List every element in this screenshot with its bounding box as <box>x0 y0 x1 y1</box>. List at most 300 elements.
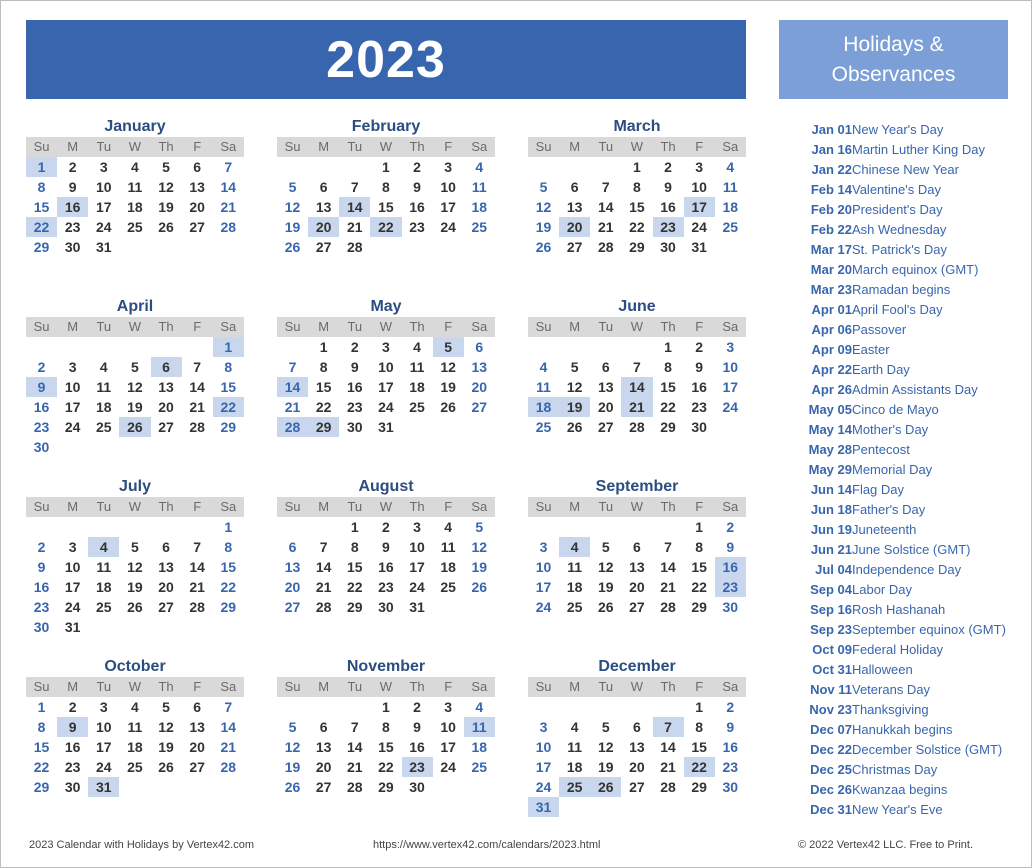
day-cell: 12 <box>535 199 552 215</box>
day-cell: 10 <box>535 739 552 755</box>
day-cell: 26 <box>471 579 488 595</box>
day-cell: 13 <box>566 199 583 215</box>
holiday-row <box>779 499 1019 519</box>
day-cell: 22 <box>691 579 707 595</box>
holiday-date: Jan 01 <box>811 121 852 137</box>
month-december <box>528 656 746 817</box>
day-cell: 14 <box>220 179 237 195</box>
holiday-row <box>779 639 1019 659</box>
day-cell: 31 <box>691 239 707 255</box>
holiday-day-cell: 20 <box>559 217 590 237</box>
holiday-date: Nov 11 <box>810 681 852 697</box>
holiday-day-cell: 14 <box>277 377 308 397</box>
day-cell: 12 <box>158 179 174 195</box>
day-cell: 10 <box>64 559 81 575</box>
day-cell: 10 <box>440 719 456 735</box>
day-cell: 8 <box>350 539 359 555</box>
day-cell: 12 <box>471 539 488 555</box>
day-cell: 20 <box>629 579 645 595</box>
weekday-label: W <box>128 679 142 694</box>
day-cell: 3 <box>444 699 453 715</box>
day-cell: 14 <box>189 559 205 575</box>
holiday-row <box>779 479 1019 499</box>
holiday-day-cell: 14 <box>621 377 652 397</box>
day-cell: 27 <box>189 219 205 235</box>
day-cell: 10 <box>409 539 425 555</box>
day-cell: 2 <box>413 699 421 715</box>
day-cell: 3 <box>444 159 453 175</box>
day-grid <box>277 697 495 797</box>
day-cell: 5 <box>131 539 139 555</box>
holiday-row <box>779 239 1019 259</box>
day-cell: 26 <box>566 419 583 435</box>
day-cell: 18 <box>440 559 456 575</box>
day-cell: 15 <box>691 559 707 575</box>
month-title: June <box>618 298 656 315</box>
day-cell: 18 <box>722 199 739 215</box>
holiday-name: June Solstice (GMT) <box>852 541 971 557</box>
day-cell: 8 <box>382 179 390 195</box>
day-cell: 25 <box>409 399 425 415</box>
day-cell: 2 <box>664 159 672 175</box>
day-cell: 15 <box>33 199 50 215</box>
day-cell: 10 <box>64 379 81 395</box>
empty-day-cell <box>151 337 182 357</box>
holiday-name: March equinox (GMT) <box>852 261 979 277</box>
day-grid <box>277 337 495 437</box>
day-cell: 9 <box>726 539 735 555</box>
day-cell: 28 <box>598 239 614 255</box>
day-cell: 8 <box>224 539 233 555</box>
empty-day-cell <box>308 697 339 717</box>
weekday-label: F <box>193 139 202 154</box>
holiday-day-cell: 7 <box>653 717 684 737</box>
holiday-name: Mother's Day <box>852 421 929 437</box>
day-cell: 13 <box>629 739 645 755</box>
holiday-row <box>779 419 1019 439</box>
weekday-label: F <box>695 319 704 334</box>
day-cell: 28 <box>315 599 332 615</box>
day-cell: 21 <box>347 219 363 235</box>
day-cell: 16 <box>33 579 50 595</box>
holiday-row <box>779 379 1019 399</box>
holiday-name: September equinox (GMT) <box>852 621 1006 637</box>
day-cell: 7 <box>350 179 359 195</box>
day-cell: 27 <box>629 779 645 795</box>
day-cell: 2 <box>726 699 735 715</box>
day-cell: 24 <box>535 599 552 615</box>
day-cell: 11 <box>471 179 487 195</box>
day-grid <box>26 517 244 637</box>
weekday-label: F <box>193 499 202 514</box>
empty-day-cell <box>528 517 559 537</box>
empty-day-cell <box>26 517 57 537</box>
day-cell: 29 <box>347 599 363 615</box>
holiday-name: Federal Holiday <box>852 641 944 657</box>
month-april <box>26 296 244 457</box>
day-grid <box>277 517 495 617</box>
month-title: March <box>613 118 661 135</box>
day-cell: 1 <box>37 699 46 715</box>
weekday-label: W <box>379 319 393 334</box>
weekday-label: W <box>379 679 393 694</box>
day-cell: 1 <box>695 699 704 715</box>
day-cell: 5 <box>601 719 610 735</box>
day-cell: 5 <box>288 719 297 735</box>
holiday-name: Cinco de Mayo <box>852 401 939 417</box>
day-cell: 4 <box>539 359 548 375</box>
weekday-label: Sa <box>722 679 739 694</box>
weekday-label: Su <box>33 679 50 694</box>
holiday-date: May 14 <box>808 421 852 437</box>
holiday-list <box>779 119 1019 819</box>
holiday-date: Sep 04 <box>810 581 852 597</box>
day-cell: 14 <box>315 559 332 575</box>
weekday-label: Th <box>158 499 174 514</box>
holiday-row <box>779 679 1019 699</box>
day-cell: 31 <box>409 599 425 615</box>
empty-day-cell <box>621 337 652 357</box>
day-cell: 23 <box>378 579 394 595</box>
holiday-row <box>779 439 1019 459</box>
day-cell: 8 <box>633 179 641 195</box>
day-cell: 2 <box>350 339 359 355</box>
day-cell: 8 <box>224 359 233 375</box>
holiday-name: Christmas Day <box>852 761 938 777</box>
empty-day-cell <box>339 697 370 717</box>
holiday-row <box>779 119 1019 139</box>
holiday-date: Jun 18 <box>810 501 852 517</box>
day-cell: 6 <box>193 699 202 715</box>
day-cell: 25 <box>127 219 143 235</box>
day-cell: 5 <box>162 159 170 175</box>
weekday-label: Th <box>660 499 676 514</box>
day-cell: 30 <box>33 619 50 635</box>
day-cell: 18 <box>96 579 112 595</box>
day-cell: 22 <box>220 579 237 595</box>
month-title: February <box>351 118 421 135</box>
weekday-label: F <box>695 679 704 694</box>
day-cell: 29 <box>220 419 237 435</box>
holiday-day-cell: 14 <box>339 197 370 217</box>
holiday-row <box>779 719 1019 739</box>
month-march <box>528 116 746 257</box>
day-cell: 14 <box>660 739 676 755</box>
day-cell: 9 <box>37 559 46 575</box>
weekday-label: Su <box>284 499 301 514</box>
day-cell: 13 <box>284 559 301 575</box>
day-cell: 28 <box>189 599 205 615</box>
holiday-date: Mar 23 <box>810 281 852 297</box>
weekday-header <box>528 317 746 337</box>
holiday-day-cell: 4 <box>559 537 590 557</box>
holiday-day-cell: 22 <box>370 217 401 237</box>
holiday-day-cell: 22 <box>26 217 57 237</box>
day-cell: 23 <box>64 219 81 235</box>
weekday-label: M <box>318 499 330 514</box>
holiday-day-cell: 1 <box>213 337 244 357</box>
day-cell: 6 <box>601 359 610 375</box>
day-cell: 24 <box>96 759 112 775</box>
day-cell: 2 <box>695 339 704 355</box>
day-cell: 27 <box>189 759 205 775</box>
day-cell: 4 <box>413 339 421 355</box>
empty-day-cell <box>88 517 119 537</box>
day-cell: 19 <box>440 379 456 395</box>
day-cell: 7 <box>224 159 233 175</box>
day-cell: 8 <box>664 359 672 375</box>
day-cell: 24 <box>691 219 707 235</box>
day-cell: 4 <box>475 159 484 175</box>
holiday-name: Rosh Hashanah <box>852 601 946 617</box>
holiday-name: Halloween <box>852 661 913 677</box>
day-cell: 1 <box>633 159 641 175</box>
weekday-label: M <box>67 679 79 694</box>
day-cell: 19 <box>471 559 488 575</box>
day-cell: 30 <box>660 239 676 255</box>
day-cell: 17 <box>440 739 456 755</box>
empty-day-cell <box>559 157 590 177</box>
day-cell: 28 <box>347 779 363 795</box>
holiday-day-cell: 18 <box>528 397 559 417</box>
day-cell: 24 <box>64 599 81 615</box>
weekday-label: W <box>630 499 644 514</box>
day-cell: 7 <box>224 699 233 715</box>
day-cell: 24 <box>409 579 425 595</box>
day-cell: 19 <box>127 399 143 415</box>
day-cell: 16 <box>409 739 425 755</box>
month-title: September <box>595 478 679 495</box>
day-cell: 3 <box>99 159 108 175</box>
day-cell: 10 <box>96 179 112 195</box>
holiday-day-cell: 22 <box>213 397 244 417</box>
weekday-label: M <box>318 679 330 694</box>
holiday-day-cell: 6 <box>151 357 182 377</box>
day-cell: 17 <box>409 559 425 575</box>
holiday-name: Ash Wednesday <box>852 221 947 237</box>
month-july <box>26 476 244 637</box>
day-cell: 16 <box>64 739 81 755</box>
day-cell: 8 <box>37 719 46 735</box>
day-cell: 5 <box>162 699 170 715</box>
day-cell: 15 <box>629 199 645 215</box>
day-cell: 19 <box>535 219 552 235</box>
day-cell: 25 <box>96 599 112 615</box>
weekday-header <box>26 497 244 517</box>
day-cell: 9 <box>695 359 704 375</box>
holiday-date: Jun 19 <box>810 521 852 537</box>
day-cell: 20 <box>629 759 645 775</box>
holiday-date: Mar 20 <box>810 261 852 277</box>
holiday-day-cell: 9 <box>57 717 88 737</box>
holiday-row <box>779 359 1019 379</box>
empty-day-cell <box>277 337 308 357</box>
day-cell: 29 <box>220 599 237 615</box>
day-cell: 23 <box>409 219 425 235</box>
holiday-name: Earth Day <box>852 361 910 377</box>
day-cell: 6 <box>288 539 297 555</box>
empty-day-cell <box>339 157 370 177</box>
holiday-row <box>779 199 1019 219</box>
weekday-label: M <box>318 139 330 154</box>
holiday-row <box>779 459 1019 479</box>
weekday-label: Tu <box>96 679 112 694</box>
holiday-day-cell: 21 <box>621 397 652 417</box>
holidays-header-line1: Holidays & <box>843 32 944 56</box>
day-cell: 4 <box>475 699 484 715</box>
day-cell: 18 <box>96 399 112 415</box>
day-cell: 22 <box>33 759 50 775</box>
day-cell: 6 <box>475 339 484 355</box>
day-cell: 16 <box>660 199 676 215</box>
day-cell: 8 <box>695 719 704 735</box>
day-cell: 13 <box>158 379 174 395</box>
holiday-day-cell: 20 <box>308 217 339 237</box>
weekday-label: M <box>67 319 79 334</box>
day-cell: 30 <box>64 239 81 255</box>
month-title: May <box>370 298 402 315</box>
holiday-row <box>779 259 1019 279</box>
weekday-label: Tu <box>347 679 363 694</box>
day-cell: 2 <box>726 519 735 535</box>
holiday-name: Hanukkah begins <box>852 721 953 737</box>
day-cell: 7 <box>319 539 328 555</box>
holiday-date: Oct 09 <box>812 641 852 657</box>
day-cell: 15 <box>660 379 676 395</box>
day-cell: 11 <box>127 719 143 735</box>
day-cell: 26 <box>598 599 614 615</box>
holiday-day-cell: 1 <box>26 157 57 177</box>
holiday-date: Feb 22 <box>810 221 852 237</box>
weekday-label: M <box>67 139 79 154</box>
holiday-day-cell: 9 <box>26 377 57 397</box>
day-cell: 25 <box>722 219 739 235</box>
weekday-label: F <box>193 319 202 334</box>
holiday-name: Pentecost <box>852 441 910 457</box>
weekday-label: Sa <box>220 679 237 694</box>
day-cell: 15 <box>315 379 332 395</box>
weekday-label: Tu <box>347 319 363 334</box>
day-cell: 4 <box>131 159 139 175</box>
day-cell: 9 <box>413 179 421 195</box>
day-cell: 21 <box>189 399 205 415</box>
holiday-date: May 29 <box>808 461 852 477</box>
holiday-row <box>779 319 1019 339</box>
day-cell: 10 <box>96 719 112 735</box>
weekday-label: Sa <box>471 679 488 694</box>
day-cell: 1 <box>695 519 704 535</box>
weekday-label: M <box>569 499 581 514</box>
day-cell: 12 <box>440 359 456 375</box>
day-cell: 25 <box>535 419 552 435</box>
day-cell: 18 <box>409 379 425 395</box>
weekday-label: Th <box>409 499 425 514</box>
empty-day-cell <box>590 157 621 177</box>
holiday-row <box>779 579 1019 599</box>
footer-url[interactable]: https://www.vertex42.com/calendars/2023.html <box>373 839 601 851</box>
day-cell: 12 <box>566 379 583 395</box>
weekday-label: W <box>128 319 142 334</box>
empty-day-cell <box>182 517 213 537</box>
empty-day-cell <box>653 517 684 537</box>
holidays-header <box>779 20 1008 99</box>
day-cell: 15 <box>378 739 394 755</box>
day-cell: 7 <box>193 359 202 375</box>
day-cell: 27 <box>315 779 332 795</box>
day-cell: 11 <box>96 559 112 575</box>
weekday-label: Sa <box>220 499 237 514</box>
day-cell: 27 <box>158 599 174 615</box>
holiday-name: Valentine's Day <box>852 181 941 197</box>
day-cell: 27 <box>315 239 332 255</box>
weekday-label: F <box>444 139 453 154</box>
day-cell: 21 <box>660 759 676 775</box>
month-title: November <box>346 658 426 675</box>
weekday-header <box>277 137 495 157</box>
day-cell: 9 <box>726 719 735 735</box>
day-cell: 2 <box>37 539 46 555</box>
holiday-name: St. Patrick's Day <box>852 241 947 257</box>
holiday-name: Father's Day <box>852 501 926 517</box>
holiday-row <box>779 299 1019 319</box>
day-cell: 7 <box>633 359 641 375</box>
holiday-name: Juneteenth <box>852 521 917 537</box>
holiday-name: Independence Day <box>852 561 962 577</box>
weekday-label: Tu <box>598 499 614 514</box>
day-cell: 12 <box>127 379 143 395</box>
weekday-label: Th <box>660 139 676 154</box>
month-title: April <box>116 298 154 315</box>
day-cell: 3 <box>99 699 108 715</box>
month-february <box>277 116 495 257</box>
day-cell: 9 <box>350 359 359 375</box>
holiday-date: May 05 <box>808 401 852 417</box>
weekday-label: Sa <box>471 319 488 334</box>
weekday-label: Tu <box>96 499 112 514</box>
weekday-header <box>26 137 244 157</box>
day-cell: 25 <box>471 759 488 775</box>
holiday-date: Apr 01 <box>811 301 852 317</box>
day-cell: 19 <box>284 759 301 775</box>
day-cell: 24 <box>96 219 112 235</box>
day-cell: 19 <box>598 759 614 775</box>
day-cell: 28 <box>660 599 676 615</box>
holiday-day-cell: 23 <box>653 217 684 237</box>
day-cell: 31 <box>64 619 81 635</box>
day-cell: 28 <box>220 759 237 775</box>
empty-day-cell <box>590 517 621 537</box>
weekday-header <box>528 137 746 157</box>
day-cell: 24 <box>440 219 456 235</box>
day-cell: 8 <box>319 359 328 375</box>
day-cell: 29 <box>691 779 707 795</box>
weekday-label: W <box>630 679 644 694</box>
holiday-date: Sep 16 <box>810 601 852 617</box>
weekday-label: M <box>318 319 330 334</box>
weekday-label: Th <box>409 679 425 694</box>
day-cell: 19 <box>158 739 174 755</box>
day-cell: 3 <box>68 539 77 555</box>
day-cell: 29 <box>33 239 50 255</box>
day-cell: 18 <box>471 199 488 215</box>
day-cell: 21 <box>660 579 676 595</box>
holiday-name: Thanksgiving <box>852 701 929 717</box>
weekday-label: Tu <box>598 319 614 334</box>
empty-day-cell <box>559 517 590 537</box>
weekday-label: F <box>695 139 704 154</box>
day-cell: 30 <box>33 439 50 455</box>
weekday-label: F <box>193 679 202 694</box>
